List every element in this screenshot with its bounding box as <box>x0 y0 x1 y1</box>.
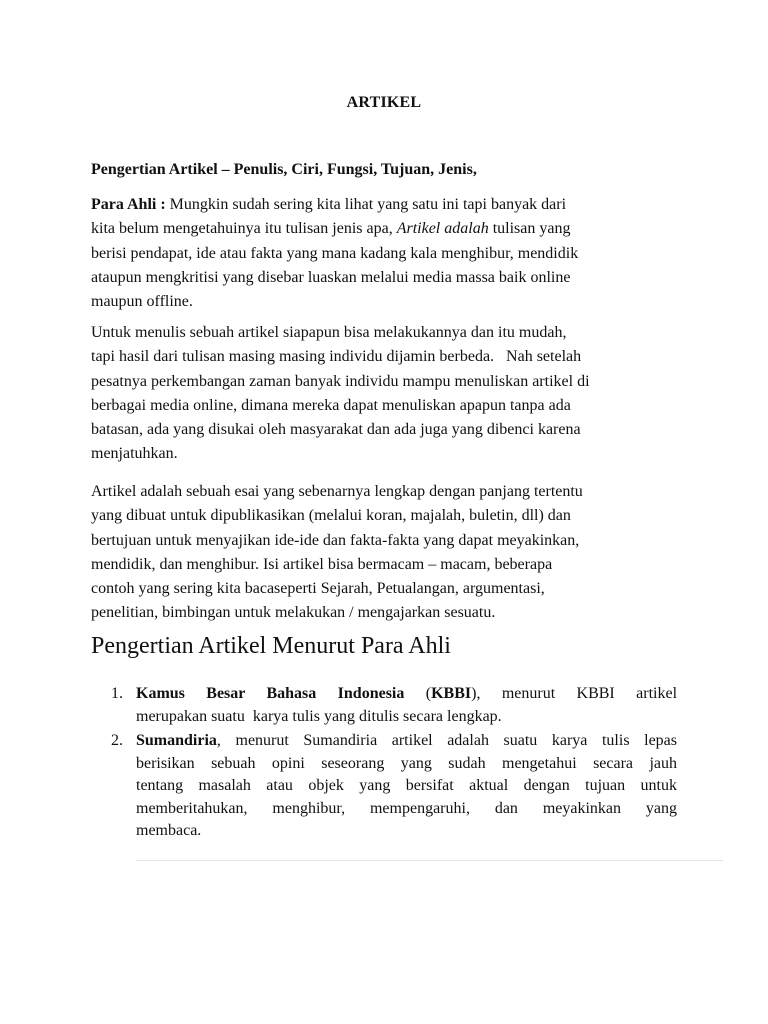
paragraph-line: Artikel adalah sebuah esai yang sebenarnya lengkap dengan panjang tertentu <box>91 483 583 500</box>
text-span: Mungkin sudah sering kita lihat yang satu ini tapi banyak dari <box>165 196 567 213</box>
para-ahli-lead: Para Ahli : <box>91 196 166 213</box>
section-heading: Pengertian Artikel Menurut Para Ahli <box>91 633 451 659</box>
document-subtitle: Pengertian Artikel – Penulis, Ciri, Fungsi, Tujuan, Jenis, <box>91 161 477 178</box>
list-line <box>136 730 677 753</box>
list-number: 1. <box>111 685 123 702</box>
list-term: Sumandiria <box>136 732 217 749</box>
experts-list <box>91 683 691 845</box>
paragraph-line <box>91 217 681 241</box>
list-line <box>136 683 677 706</box>
paragraph-line: bertujuan untuk menyajikan ide-ide dan fakta-fakta yang dapat meyakinkan, <box>91 531 580 549</box>
list-line: tentang masalah atau objek yang bersifat aktual dengan tujuan untuk <box>136 777 677 794</box>
paragraph-definisi <box>91 480 681 626</box>
text-span: kita belum mengetahuinya itu tulisan jenis apa, <box>91 220 397 238</box>
list-number: 2. <box>111 732 123 749</box>
list-item <box>91 683 691 728</box>
list-line: merupakan suatu karya tulis yang ditulis secara lengkap. <box>136 707 502 725</box>
list-line: membaca. <box>136 822 202 839</box>
paragraph-line: berbagai media online, dimana mereka dapat menuliskan apapun tanpa ada <box>91 396 571 414</box>
text-span: ( <box>404 685 432 702</box>
paragraph-line: yang dibuat untuk dipublikasikan (melalui koran, majalah, buletin, dll) dan <box>91 507 571 525</box>
list-term: Kamus Besar Bahasa Indonesia <box>136 685 405 702</box>
text-span: ), menurut KBBI artikel <box>471 685 678 702</box>
paragraph-menulis <box>91 321 681 467</box>
divider <box>136 860 723 861</box>
paragraph-intro <box>91 193 681 314</box>
paragraph-line: menjatuhkan. <box>91 445 178 463</box>
text-span: tulisan yang <box>488 220 571 238</box>
list-term-abbrev: KBBI <box>431 685 472 702</box>
paragraph-line <box>91 193 681 217</box>
document-title: ARTIKEL <box>346 94 422 111</box>
italic-term: Artikel adalah <box>396 220 489 238</box>
text-span: , menurut Sumandiria artikel adalah suatu karya tulis lepas <box>216 732 677 749</box>
paragraph-line: Untuk menulis sebuah artikel siapapun bisa melakukannya dan itu mudah, <box>91 324 567 341</box>
paragraph-line: contoh yang sering kita bacaseperti Sejarah, Petualangan, argumentasi, <box>91 580 545 598</box>
paragraph-line: penelitian, bimbingan untuk melakukan / mengajarkan sesuatu. <box>91 604 496 622</box>
list-item <box>91 730 691 843</box>
list-line: berisikan sebuah opini seseorang yang sudah mengetahui secara jauh <box>136 754 677 772</box>
list-line: memberitahukan, menghibur, mempengaruhi, dan meyakinkan yang <box>136 799 677 817</box>
paragraph-line: maupun offline. <box>91 293 193 311</box>
paragraph-line: ataupun mengkritisi yang disebar luaskan melalui media massa baik online <box>91 268 571 286</box>
paragraph-line: pesatnya perkembangan zaman banyak individu mampu menuliskan artikel di <box>91 372 590 390</box>
paragraph-line: berisi pendapat, ide atau fakta yang mana kadang kala menghibur, mendidik <box>91 244 579 262</box>
paragraph-line: batasan, ada yang disukai oleh masyarakat dan ada juga yang dibenci karena <box>91 421 581 439</box>
paragraph-line: tapi hasil dari tulisan masing masing individu dijamin berbeda. Nah setelah <box>91 348 582 366</box>
paragraph-line: mendidik, dan menghibur. Isi artikel bisa bermacam – macam, beberapa <box>91 555 553 573</box>
